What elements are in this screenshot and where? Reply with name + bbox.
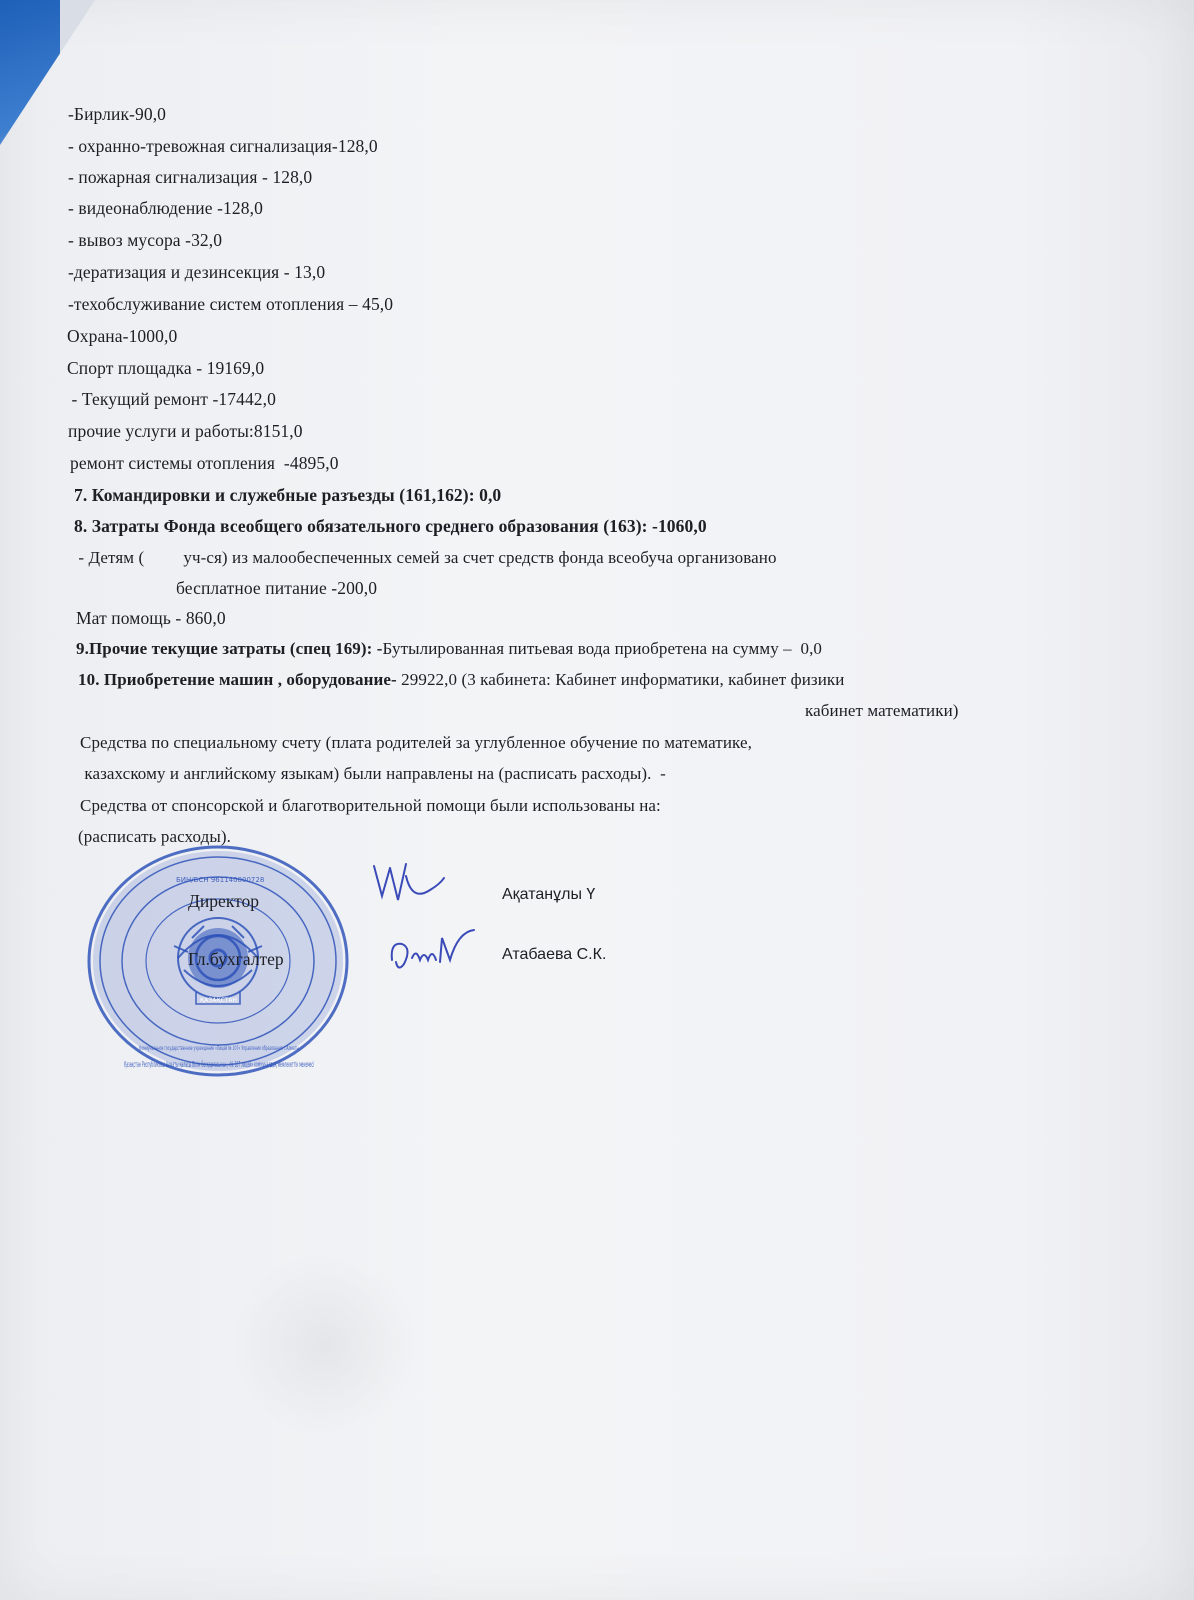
line-math-cabinet: кабинет математики) xyxy=(805,701,959,720)
line-security: Охрана-1000,0 xyxy=(67,326,178,346)
line-free-meals: бесплатное питание -200,0 xyxy=(176,578,378,598)
line-video: - видеонаблюдение -128,0 xyxy=(68,198,263,218)
section-9-line xyxy=(76,639,822,659)
line-special-account: Средства по специальному счету (плата родителей за углубленное обучение по математике, xyxy=(80,733,752,752)
line-special-account-cont: казахскому и английскому языкам) были направлены на (расписать расходы). - xyxy=(80,764,666,783)
line-heating-service: -техобслуживание систем отопления – 45,0 xyxy=(68,294,394,314)
director-name: Ақатанұлы Ү xyxy=(502,886,596,903)
line-alarm: - охранно-тревожная сигнализация-128,0 xyxy=(68,136,378,156)
stamp-inner-text: Коммунальное государственное учреждение «Лицей № 107» Управления образования г.Алматы xyxy=(139,1044,299,1052)
stamp-outer-text: Қазақстан Республикасы Алматы қаласы Білім басқармасының «№ 107 лицей» коммуналдық мемлекеттік мекемесі xyxy=(124,1060,314,1069)
line-describe-expenses: (расписать расходы). xyxy=(78,827,231,846)
line-sport-ground: Спорт площадка - 19169,0 xyxy=(67,358,265,378)
line-garbage: - вывоз мусора -32,0 xyxy=(68,230,223,250)
section-8-heading: 8. Затраты Фонда всеобщего обязательного среднего образования (163): -1060,0 xyxy=(74,516,707,536)
section-10-equipment: 29922,0 (3 кабинета: Кабинет информатики, кабинет физики xyxy=(401,670,845,689)
section-10-line xyxy=(78,670,844,690)
line-current-repair: - Текущий ремонт -17442,0 xyxy=(67,389,276,409)
line-other-services: прочие услуги и работы:8151,0 xyxy=(68,421,303,441)
section-9-water: Бутылированная питьевая вода приобретена на сумму – 0,0 xyxy=(382,639,823,658)
line-birlik: -Бирлик-90,0 xyxy=(68,104,167,124)
accountant-name: Атабаева С.К. xyxy=(502,946,607,963)
line-sponsor-funds: Средства от спонсорской и благотворительной помощи были использованы на: xyxy=(80,796,661,815)
section-10-heading: 10. Приобретение машин , оборудование- xyxy=(78,670,402,689)
line-deratization: -дератизация и дезинсекция - 13,0 xyxy=(68,262,326,282)
line-fire-alarm: - пожарная сигнализация - 128,0 xyxy=(68,167,313,187)
accountant-label: Гл.бухгалтер xyxy=(188,949,284,969)
director-signature xyxy=(368,856,448,910)
line-children-meals: - Детям ( уч-ся) из малообеспеченных семей за счет средств фонда всеобуча организовано xyxy=(74,548,777,567)
line-heating-repair: ремонт системы отопления -4895,0 xyxy=(70,453,339,473)
line-material-aid: Мат помощь - 860,0 xyxy=(76,608,226,628)
stamp-bin-text: БИН/БСН 961140000728 xyxy=(176,876,265,884)
stamp-emblem-text: ҚАЗАҚСТАН xyxy=(200,997,238,1004)
accountant-signature xyxy=(386,926,478,978)
director-label: Директор xyxy=(188,891,260,911)
section-7-heading: 7. Командировки и служебные разъезды (161,162): 0,0 xyxy=(74,485,502,505)
bleed-through-mark xyxy=(230,1250,420,1440)
section-9-heading: 9.Прочие текущие затраты (спец 169): - xyxy=(76,639,383,658)
